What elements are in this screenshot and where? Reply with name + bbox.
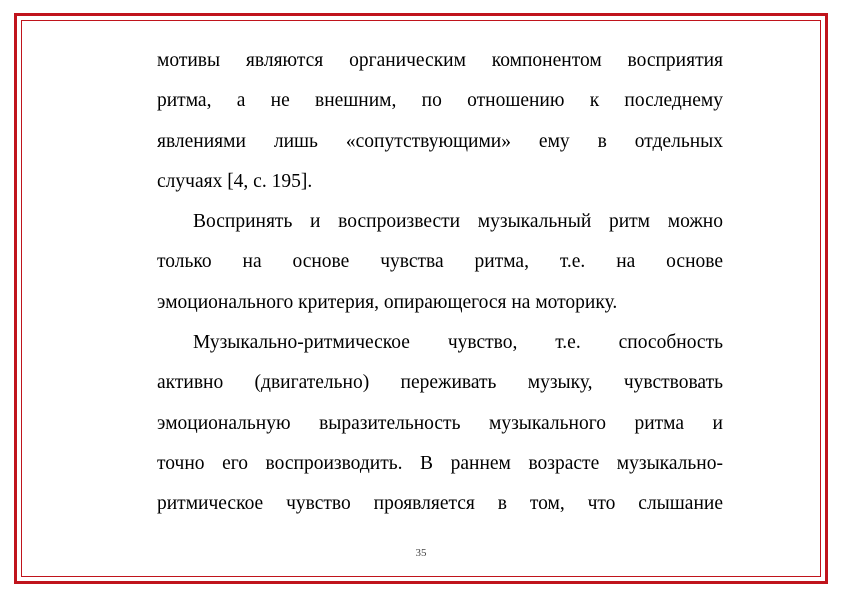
text-line-4: случаях [4, с. 195]. — [157, 170, 313, 192]
text-line-2: ритма, а не внешним, по отношению к последнему — [157, 90, 723, 112]
text-line-1: мотивы являются органическим компонентом восприятия — [157, 50, 723, 71]
text-line-9: активно (двигательно) переживать музыку, чувствовать — [157, 372, 723, 394]
text-line-7: эмоционального критерия, опирающегося на моторику. — [157, 291, 618, 313]
page-number: 35 — [415, 547, 427, 559]
text-line-3: явлениями лишь «сопутствующими» ему в отдельных — [157, 130, 723, 152]
text-line-5: Воспринять и воспроизвести музыкальный ритм можно — [193, 211, 723, 233]
text-line-8: Музыкально-ритмическое чувство, т.е. способность — [193, 332, 723, 354]
text-line-12: ритмическое чувство проявляется в том, что слышание — [157, 493, 723, 515]
text-line-6: только на основе чувства ритма, т.е. на основе — [157, 251, 723, 273]
body-text — [157, 41, 723, 525]
text-line-11: точно его воспроизводить. В раннем возрасте музыкально- — [157, 452, 723, 474]
text-line-10: эмоциональную выразительность музыкального ритма и — [157, 412, 723, 434]
